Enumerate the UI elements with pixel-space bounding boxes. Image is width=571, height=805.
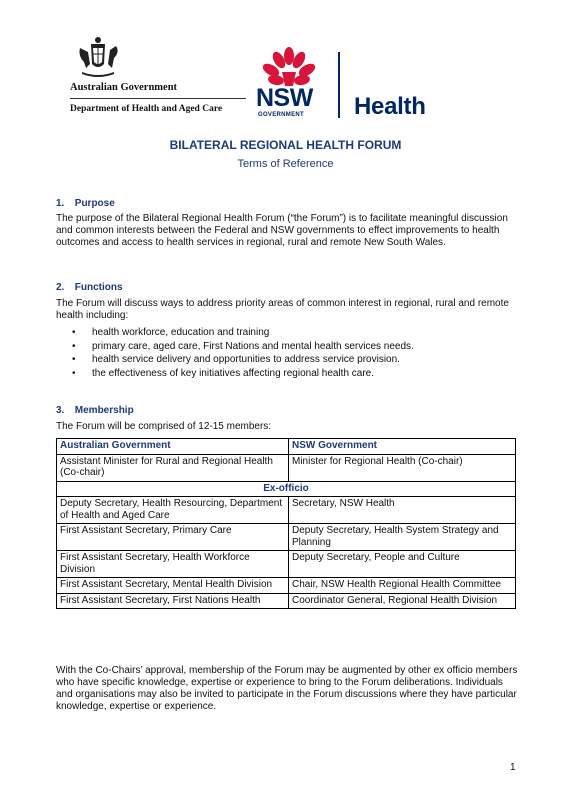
membership-closing-paragraph: With the Co-Chairs’ approval, membership of the Forum may be augmented by other ex officio members who have specific knowledge, expertise or experience to bring to the Forum deliberations. Individuals and organisations may also be invited to participate in the Forum discussions where they have particular knowledge, expertise or experience.	[56, 665, 518, 712]
nsw-government-logo	[256, 46, 326, 121]
exofficio-label: Ex-officio	[57, 481, 516, 497]
section-number: 3.	[56, 405, 65, 416]
nsw-government-label: GOVERNMENT	[258, 112, 305, 118]
table-row	[57, 578, 516, 594]
bullet-icon: •	[72, 354, 76, 365]
bullet-icon: •	[72, 340, 76, 352]
table-cell: Coordinator General, Regional Health Division	[289, 593, 516, 609]
table-cell: First Assistant Secretary, Primary Care	[57, 524, 289, 551]
table-row	[57, 524, 516, 551]
nsw-wordmark: NSW	[256, 84, 313, 112]
table-row-exofficio-label	[57, 481, 516, 497]
table-cell: First Assistant Secretary, Mental Health Division	[57, 578, 289, 594]
table-cell: Deputy Secretary, People and Culture	[289, 551, 516, 578]
table-cell: Deputy Secretary, Health Resourcing, Department of Health and Aged Care	[57, 497, 289, 524]
table-cell: Assistant Minister for Rural and Regional Health (Co-chair)	[57, 454, 289, 481]
section-heading-purpose	[56, 198, 115, 209]
australian-government-label: Australian Government	[70, 82, 178, 93]
table-cell: Minister for Regional Health (Co-chair)	[289, 454, 516, 481]
list-item	[56, 354, 414, 366]
section-number: 1.	[56, 198, 65, 209]
list-item	[56, 341, 414, 353]
list-item-text: health service delivery and opportunities to address service provision.	[92, 354, 400, 365]
logo-divider	[70, 98, 246, 99]
table-cell: Chair, NSW Health Regional Health Committee	[289, 578, 516, 594]
table-row-chairs	[57, 454, 516, 481]
table-cell: Deputy Secretary, Health System Strategy and Planning	[289, 524, 516, 551]
list-item-text: primary care, aged care, First Nations and mental health services needs.	[92, 340, 414, 352]
list-item	[56, 327, 414, 339]
table-cell: First Assistant Secretary, First Nations Health	[57, 593, 289, 609]
page-number: 1	[510, 762, 516, 773]
section-number: 2.	[56, 282, 65, 293]
list-item	[56, 368, 414, 380]
coat-of-arms-icon	[74, 34, 122, 78]
health-wordmark: Health	[354, 93, 426, 120]
table-row	[57, 551, 516, 578]
purpose-paragraph: The purpose of the Bilateral Regional Health Forum (“the Forum”) is to facilitate meaningful discussion and common interests between the Federal and NSW governments to effect improvements to health outcomes and access to health services in regional, rural and remote New South Wales.	[56, 213, 508, 248]
table-header-row	[57, 439, 516, 455]
section-title: Functions	[74, 282, 123, 293]
bullet-icon: •	[72, 327, 76, 338]
section-title: Membership	[74, 405, 134, 416]
table-cell: Secretary, NSW Health	[289, 497, 516, 524]
section-heading-functions	[56, 282, 123, 293]
table-row	[57, 593, 516, 609]
table-row	[57, 497, 516, 524]
department-label: Department of Health and Aged Care	[70, 104, 223, 114]
functions-list	[56, 327, 414, 381]
list-item-text: the effectiveness of key initiatives affecting regional health care.	[92, 367, 375, 379]
section-heading-membership	[56, 405, 134, 416]
functions-paragraph: The Forum will discuss ways to address priority areas of common interest in regional, rural and remote health including:	[56, 298, 509, 321]
bullet-icon: •	[72, 367, 76, 379]
table-cell: First Assistant Secretary, Health Workforce Division	[57, 551, 289, 578]
document-title: BILATERAL REGIONAL HEALTH FORUM	[169, 138, 402, 152]
list-item-text: health workforce, education and training	[92, 327, 270, 338]
membership-intro: The Forum will be comprised of 12-15 members:	[56, 421, 272, 432]
column-header-nsw-government: NSW Government	[289, 439, 516, 455]
membership-table	[56, 438, 516, 609]
logo-divider-vertical	[338, 52, 340, 118]
section-title: Purpose	[74, 198, 115, 209]
column-header-australian-government: Australian Government	[57, 439, 289, 455]
document-subtitle: Terms of Reference	[237, 158, 334, 170]
